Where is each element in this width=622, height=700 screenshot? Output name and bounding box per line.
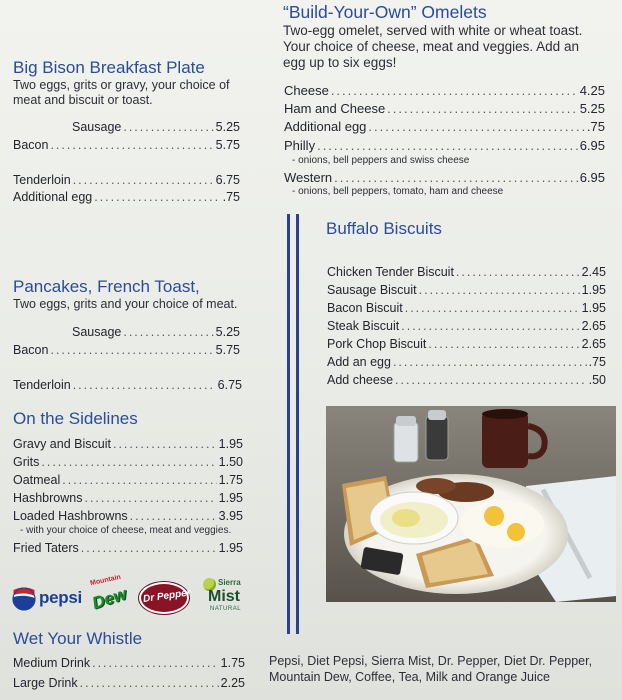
menu-item-pancakes-sausage xyxy=(72,325,240,339)
mountain-dew-wordmark: Dew xyxy=(89,584,129,613)
loaded-hashbrowns-note: - with your choice of cheese, meat and veggies. xyxy=(20,525,232,536)
menu-item-oatmeal xyxy=(13,473,243,487)
mountain-dew-logo xyxy=(89,573,132,617)
menu-item-gravy-biscuit xyxy=(13,437,243,451)
biscuits-title: Buffalo Biscuits xyxy=(326,219,442,238)
menu-item-bison-additional-egg xyxy=(13,190,240,204)
drinks-list-line-2: Mountain Dew, Coffee, Tea, Milk and Orange Juice xyxy=(269,670,550,684)
menu-item-additional-egg-omelet xyxy=(284,119,605,134)
menu-item-ham-cheese-omelet xyxy=(284,101,605,116)
item-price: 2.45 xyxy=(581,265,606,279)
item-price: 2.25 xyxy=(220,676,245,690)
menu-item-western-omelet xyxy=(284,170,605,185)
menu-item-hashbrowns xyxy=(13,491,243,505)
menu-item-pork-chop-biscuit xyxy=(327,337,606,351)
menu-item-loaded-hashbrowns xyxy=(13,509,243,523)
item-price: 3.95 xyxy=(218,509,243,523)
pepsi-wordmark: pepsi xyxy=(39,588,82,607)
western-note: - onions, bell peppers, tomato, ham and cheese xyxy=(292,186,504,197)
item-name: Fried Taters xyxy=(13,541,79,555)
item-price: 2.65 xyxy=(581,337,606,351)
item-price: 1.95 xyxy=(218,437,243,451)
menu-item-add-egg xyxy=(327,355,606,369)
item-price: .75 xyxy=(222,190,240,204)
bison-title: Big Bison Breakfast Plate xyxy=(13,58,205,77)
menu-item-steak-biscuit xyxy=(327,319,606,333)
omelets-title: “Build-Your-Own” Omelets xyxy=(283,2,487,22)
menu-item-grits xyxy=(13,455,243,469)
item-price: 5.25 xyxy=(579,101,605,116)
item-price: 2.65 xyxy=(581,319,606,333)
menu-item-pancakes-bacon xyxy=(13,343,240,357)
pancakes-desc: Two eggs, grits and your choice of meat. xyxy=(13,297,238,311)
item-name: Tenderloin xyxy=(13,173,71,187)
item-name: Medium Drink xyxy=(13,656,91,670)
item-name: Sausage xyxy=(72,325,122,339)
drinks-list-line-1: Pepsi, Diet Pepsi, Sierra Mist, Dr. Pepper, Diet Dr. Pepper, xyxy=(269,654,593,668)
item-price: .75 xyxy=(586,119,605,134)
item-price: 5.75 xyxy=(215,343,240,357)
divider-rule-left xyxy=(287,214,290,634)
item-name: Hashbrowns xyxy=(13,491,83,505)
bison-desc-1: Two eggs, grits or gravy, your choice of xyxy=(13,78,230,92)
item-price: 6.95 xyxy=(579,170,605,185)
item-name: Grits xyxy=(13,455,40,469)
item-price: .50 xyxy=(588,373,606,387)
item-price: 6.75 xyxy=(217,378,242,392)
dr-pepper-logo xyxy=(139,582,191,616)
menu-item-cheese-omelet xyxy=(284,83,605,98)
item-name: Bacon xyxy=(13,138,49,152)
menu-item-sausage-biscuit xyxy=(327,283,606,297)
pepsi-globe-icon xyxy=(12,587,36,611)
pancakes-title: Pancakes, French Toast, xyxy=(13,277,200,296)
item-price: 6.75 xyxy=(215,173,240,187)
mountain-dew-top-text: Mountain xyxy=(89,573,122,588)
menu-item-philly-omelet xyxy=(284,138,605,153)
sierra-mist-top-text: Sierra xyxy=(218,578,241,587)
whistle-title: Wet Your Whistle xyxy=(13,629,143,648)
item-price: 5.25 xyxy=(215,325,240,339)
item-name: Tenderloin xyxy=(13,378,71,392)
item-name: Add an egg xyxy=(327,355,391,369)
item-price: 1.75 xyxy=(218,473,243,487)
omelets-desc-1: Two-egg omelet, served with white or wheat toast. xyxy=(283,23,583,38)
menu-item-fried-taters xyxy=(13,541,243,555)
item-name: Additional egg xyxy=(284,119,367,134)
item-name: Bacon Biscuit xyxy=(327,301,403,315)
item-price: 1.95 xyxy=(218,541,243,555)
menu-item-medium-drink xyxy=(13,656,245,670)
menu-item-chicken-tender-biscuit xyxy=(327,265,606,279)
item-price: 1.95 xyxy=(581,301,606,315)
divider-rule-right xyxy=(296,214,299,634)
sidelines-title: On the Sidelines xyxy=(13,409,138,428)
item-price: 1.50 xyxy=(218,455,243,469)
item-name: Philly xyxy=(284,138,316,153)
omelets-desc-2: Your choice of cheese, meat and veggies. Add an xyxy=(283,39,579,54)
menu-item-large-drink xyxy=(13,676,245,690)
item-price: .75 xyxy=(588,355,606,369)
sierra-mist-natural: NATURAL xyxy=(210,606,242,612)
item-name: Large Drink xyxy=(13,676,78,690)
pepsi-logo xyxy=(12,584,82,614)
bison-desc-2: meat and biscuit or toast. xyxy=(13,93,153,107)
menu-item-bison-sausage xyxy=(72,120,240,134)
menu-item-bison-tenderloin xyxy=(13,173,240,187)
item-name: Gravy and Biscuit xyxy=(13,437,111,451)
menu-item-bacon-biscuit xyxy=(327,301,606,315)
breakfast-plate-illustration xyxy=(326,406,616,602)
sierra-mist-wordmark: Mist xyxy=(208,588,240,605)
item-name: Chicken Tender Biscuit xyxy=(327,265,454,279)
item-name: Cheese xyxy=(284,83,329,98)
breakfast-photo xyxy=(326,406,616,602)
item-name: Pork Chop Biscuit xyxy=(327,337,427,351)
item-price: 5.75 xyxy=(215,138,240,152)
item-price: 1.95 xyxy=(218,491,243,505)
item-name: Sausage Biscuit xyxy=(327,283,417,297)
item-name: Steak Biscuit xyxy=(327,319,400,333)
section-rule-top xyxy=(287,214,290,215)
item-price: 5.25 xyxy=(215,120,240,134)
item-name: Sausage xyxy=(72,120,122,134)
menu-item-bison-bacon xyxy=(13,138,240,152)
sierra-mist-logo xyxy=(200,576,256,616)
item-name: Western xyxy=(284,170,333,185)
item-name: Additional egg xyxy=(13,190,93,204)
philly-note: - onions, bell peppers and swiss cheese xyxy=(292,155,470,166)
item-price: 4.25 xyxy=(579,83,605,98)
item-name: Loaded Hashbrowns xyxy=(13,509,128,523)
omelets-desc-3: egg up to six eggs! xyxy=(283,55,397,70)
item-price: 1.75 xyxy=(220,656,245,670)
item-price: 6.95 xyxy=(579,138,605,153)
menu-item-add-cheese xyxy=(327,373,606,387)
item-name: Ham and Cheese xyxy=(284,101,386,116)
item-name: Bacon xyxy=(13,343,49,357)
item-name: Add cheese xyxy=(327,373,394,387)
dr-pepper-wordmark: Dr Pepper xyxy=(142,587,192,606)
menu-item-pancakes-tenderloin xyxy=(13,378,242,392)
item-name: Oatmeal xyxy=(13,473,61,487)
item-price: 1.95 xyxy=(581,283,606,297)
